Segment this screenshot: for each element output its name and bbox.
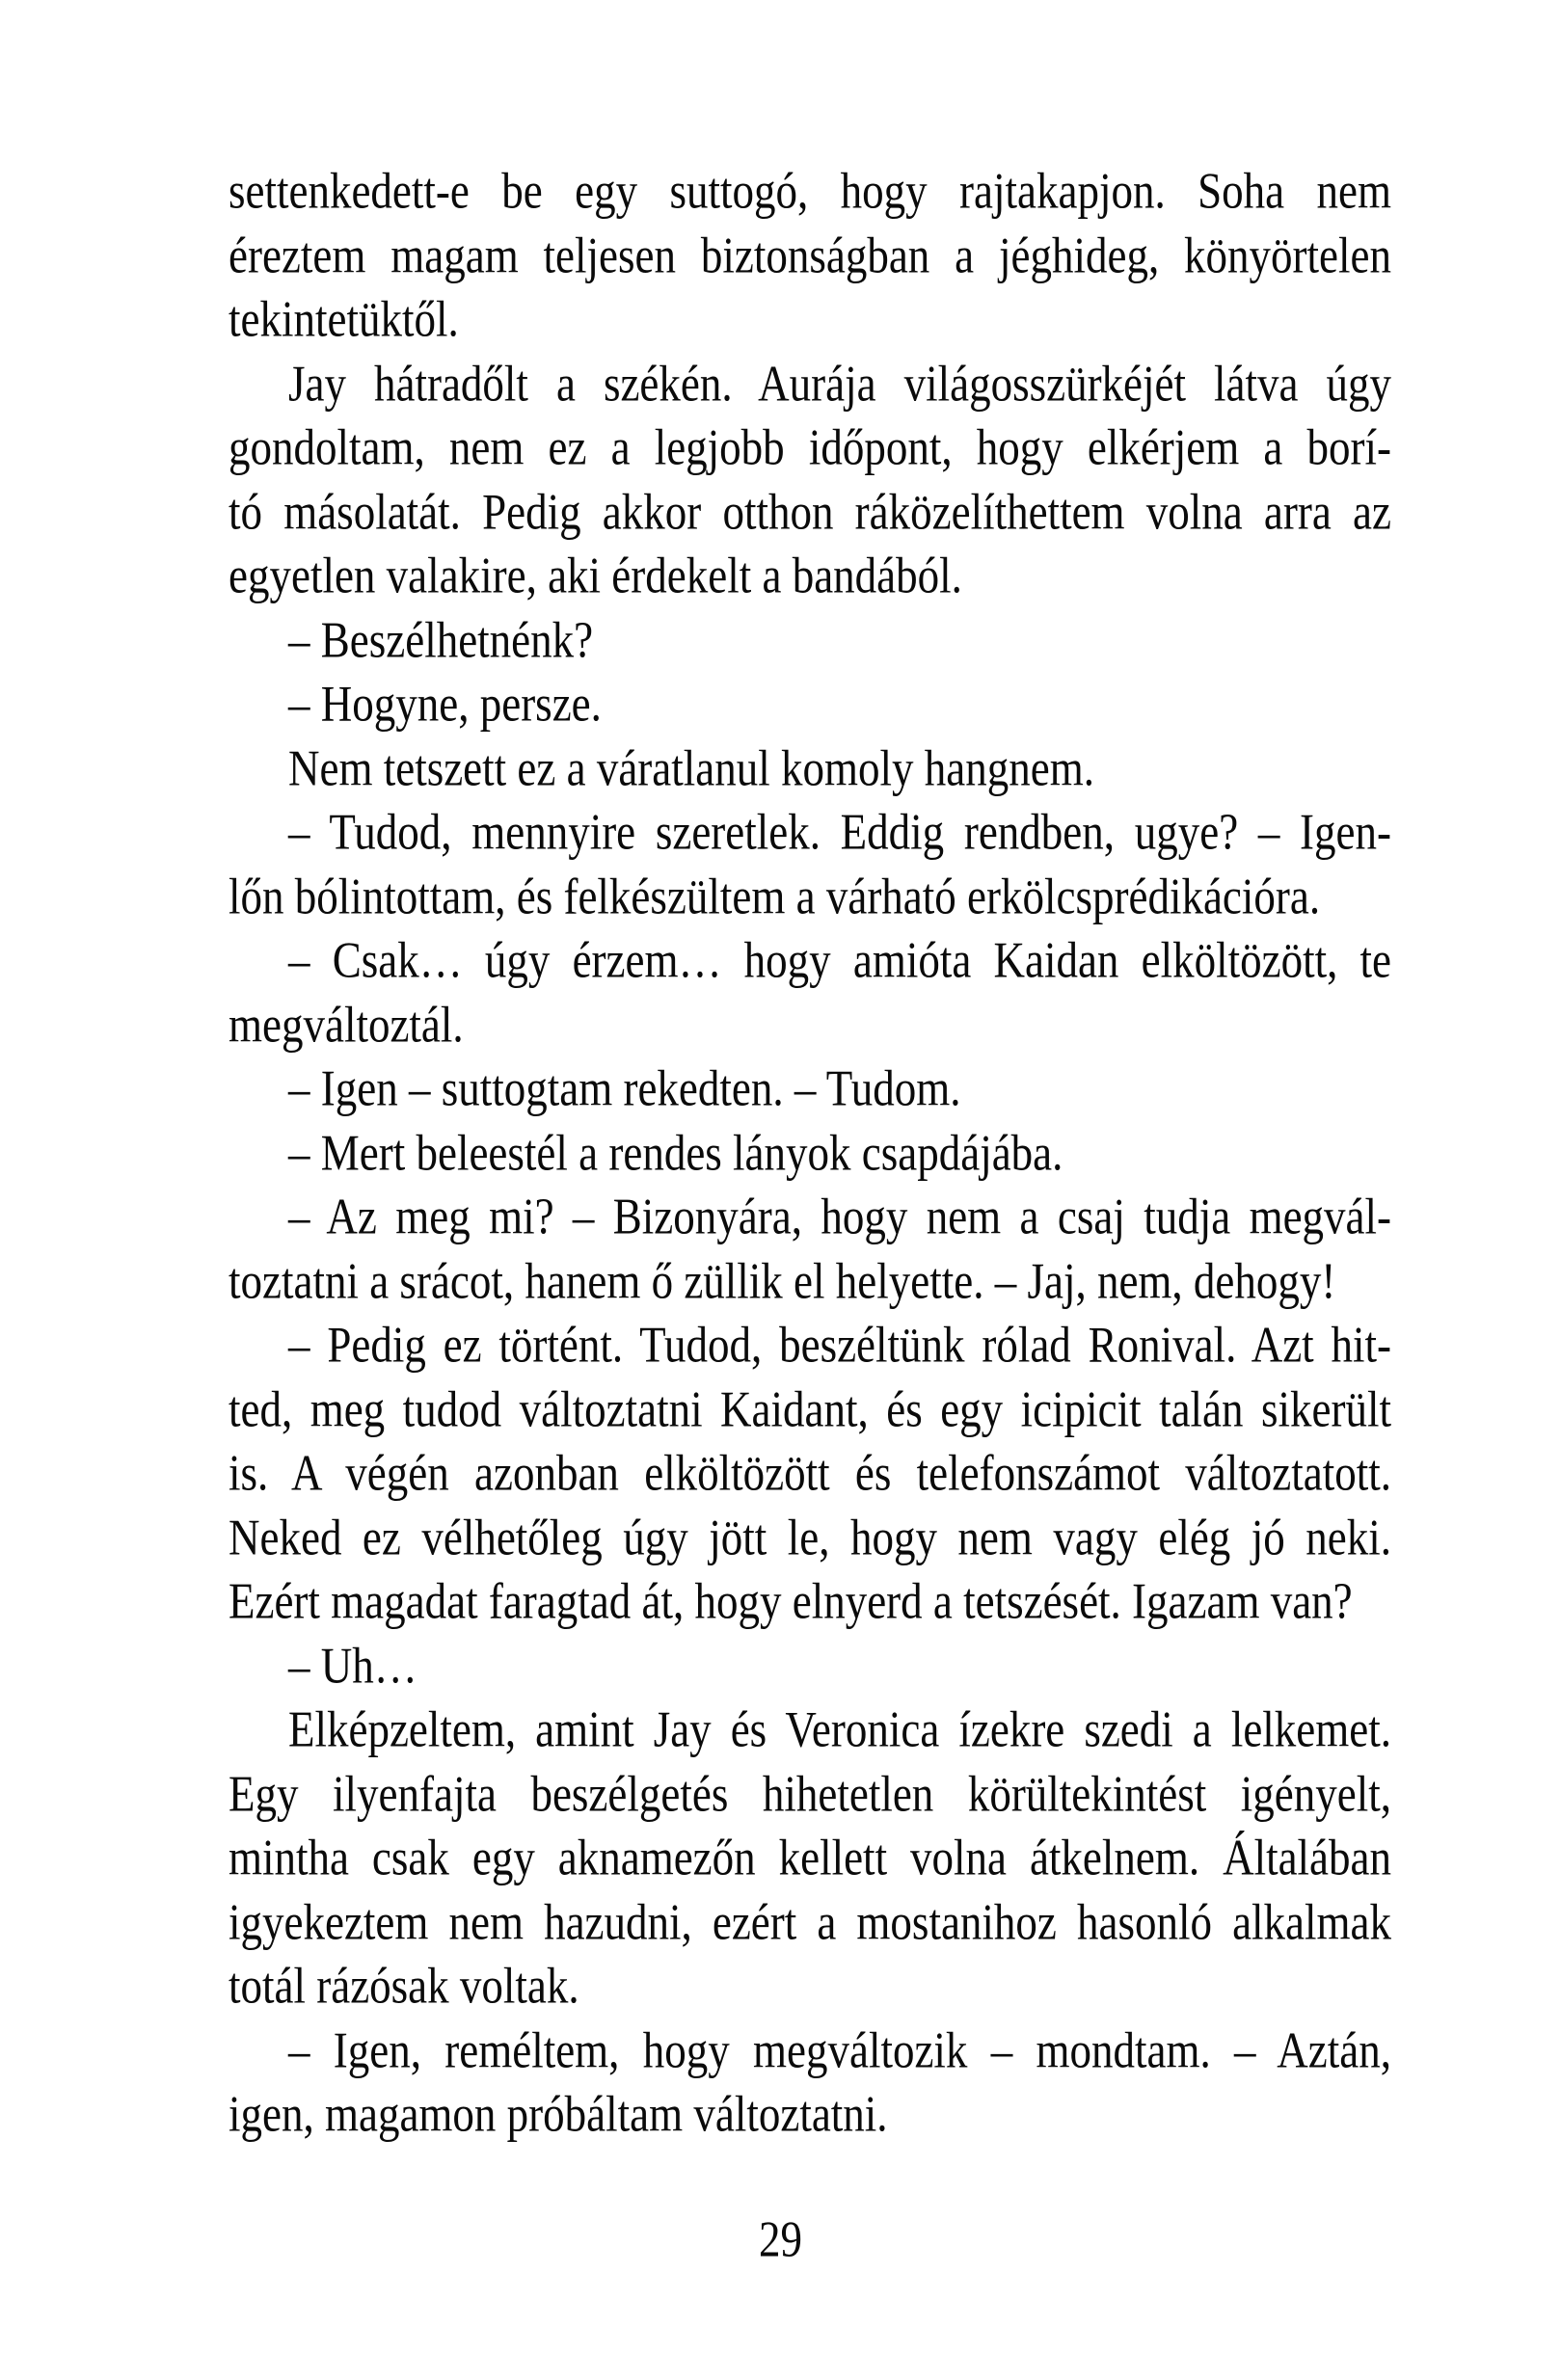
text-line: – Hogyne, persze. [288,675,602,733]
text-line: igen, magamon próbáltam változtatni. [229,2085,888,2143]
text-line: Elképzeltem, amint Jay és Veronica ízekre szedi a lelkemet. [288,1700,1391,1758]
text-line: megváltoztál. [229,995,464,1053]
text-line: is. A végén azonban elköltözött és telefonszámot változtatott. [229,1444,1391,1502]
text-line: ted, meg tudod változtatni Kaidant, és egy icipicit talán sikerült [229,1379,1391,1437]
text-line: – Igen, reméltem, hogy megváltozik – mondtam. – Aztán, [288,2020,1391,2078]
text-line: Nem tetszett ez a váratlanul komoly hangnem. [288,738,1094,796]
text-line: – Uh… [288,1636,417,1694]
text-line: igyekeztem nem hazudni, ezért a mostanihoz hasonló alkalmak [229,1892,1391,1950]
text-line: – Mert beleestél a rendes lányok csapdájába. [288,1123,1063,1181]
text-line: – Tudod, mennyire szeretlek. Eddig rendben, ugye? – Igen- [288,803,1391,861]
text-line: toztatni a srácot, hanem ő züllik el helyette. – Jaj, nem, dehogy! [229,1251,1336,1309]
text-line: Egy ilyenfajta beszélgetés hihetetlen körültekintést igényelt, [229,1764,1391,1822]
text-line: tekintetüktől. [229,290,459,348]
text-line: lőn bólintottam, és felkészültem a várható erkölcsprédikációra. [229,867,1321,924]
text-line: Neked ez vélhetőleg úgy jött le, hogy nem vagy elég jó neki. [229,1508,1391,1565]
text-line: mintha csak egy aknamezőn kellett volna átkelnem. Általában [229,1829,1391,1886]
body-text-block [229,159,1391,2147]
text-line: – Pedig ez történt. Tudod, beszéltünk rólad Ronival. Azt hit- [288,1316,1391,1374]
text-line: tó másolatát. Pedig akkor otthon ráközelíthettem volna arra az [229,482,1391,540]
text-line: totál rázósak voltak. [229,1957,579,2015]
text-line: éreztem magam teljesen biztonságban a jéghideg, könyörtelen [229,226,1391,283]
text-line: Ezért magadat faragtad át, hogy elnyerd a tetszését. Igazam van? [229,1572,1353,1630]
text-line: Jay hátradőlt a székén. Aurája világosszürkéjét látva úgy [288,354,1391,412]
text-line: settenkedett-e be egy suttogó, hogy rajtakapjon. Soha nem [229,162,1391,220]
text-line: – Az meg mi? – Bizonyára, hogy nem a csaj tudja megvál- [288,1188,1391,1245]
text-line: – Igen – suttogtam rekedten. – Tudom. [288,1059,961,1117]
text-line: – Beszélhetnénk? [288,610,594,668]
text-line: gondoltam, nem ez a legjobb időpont, hogy elkérjem a borí- [229,418,1391,476]
text-line: egyetlen valakire, aki érdekelt a bandából. [229,547,962,604]
text-line: – Csak… úgy érzem… hogy amióta Kaidan elköltözött, te [288,931,1391,989]
page-number: 29 [759,2210,802,2268]
